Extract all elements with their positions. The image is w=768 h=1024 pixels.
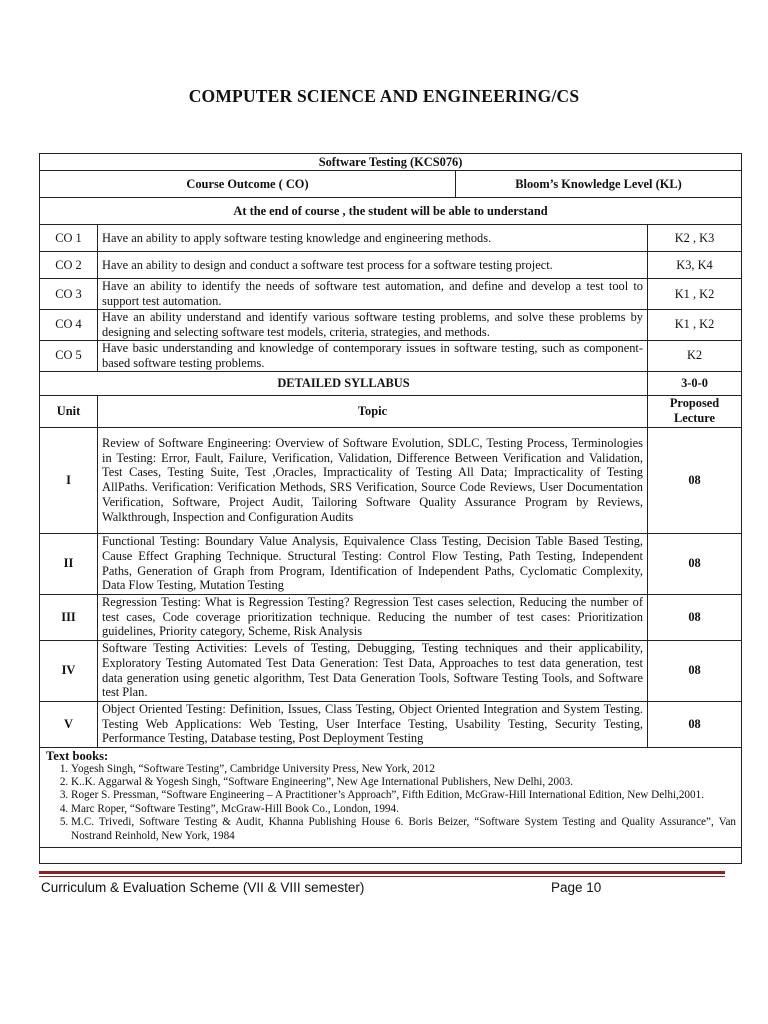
text-books-heading: Text books: bbox=[46, 748, 109, 763]
unit-topic: Regression Testing: What is Regression Testing? Regression Test cases selection, Reducing the number of test cases, Code coverage prioritization technique. Reducing the number of test cases: Prioritization guidelines, Priority category, Scheme, Risk Analysis bbox=[98, 594, 648, 640]
unit-number: I bbox=[40, 427, 98, 533]
blooms-level-header: Bloom’s Knowledge Level (KL) bbox=[456, 171, 742, 198]
footer-rule-thick bbox=[39, 871, 725, 874]
co-row bbox=[40, 340, 742, 371]
unit-row bbox=[40, 640, 742, 701]
co-header-row bbox=[40, 171, 742, 198]
course-outcome-header: Course Outcome ( CO) bbox=[40, 171, 456, 198]
footer-curriculum-text: Curriculum & Evaluation Scheme (VII & VIII semester) bbox=[41, 880, 365, 895]
co-kl: K1 , K2 bbox=[648, 310, 742, 341]
unit-topic: Software Testing Activities: Levels of Testing, Debugging, Testing techniques and their applicability, Exploratory Testing Automated Test Data Generation: Test Data, Approaches to test data generation, test data generation using genetic algorithm, Test Data Generation Tools, Software Testing Tools, and Software test Plan. bbox=[98, 640, 648, 701]
text-book-item: 5. M.C. Trivedi, Software Testing & Audit, Khanna Publishing House 6. Boris Beizer, “Software System Testing and Quality Assurance”, Van Nostrand Reinhold, New York, 1984 bbox=[71, 816, 736, 843]
syllabus-heading-row bbox=[40, 371, 742, 395]
unit-topic: Object Oriented Testing: Definition, Issues, Class Testing, Object Oriented Integration and System Testing. Testing Web Applications: Web Testing, User Interface Testing, Usability Testing, Security Testing, Performance Testing, Database testing, Post Deployment Testing bbox=[98, 701, 648, 747]
co-kl: K3, K4 bbox=[648, 252, 742, 279]
unit-row bbox=[40, 427, 742, 533]
text-book-item: 2. K..K. Aggarwal & Yogesh Singh, “Software Engineering”, New Age International Publishers, New Delhi, 2003. bbox=[71, 776, 736, 789]
page-title: COMPUTER SCIENCE AND ENGINEERING/CS bbox=[188, 86, 580, 106]
text-books-row bbox=[40, 747, 742, 847]
unit-lectures: 08 bbox=[648, 533, 742, 594]
co-row bbox=[40, 310, 742, 341]
co-kl: K1 , K2 bbox=[648, 279, 742, 310]
lecture-column-header: Proposed Lecture bbox=[648, 395, 742, 427]
unit-number: IV bbox=[40, 640, 98, 701]
end-of-course-row bbox=[40, 198, 742, 225]
co-row bbox=[40, 252, 742, 279]
co-id: CO 3 bbox=[40, 279, 98, 310]
co-kl: K2 bbox=[648, 340, 742, 371]
co-kl: K2 , K3 bbox=[648, 225, 742, 252]
unit-row bbox=[40, 701, 742, 747]
co-text: Have an ability to design and conduct a software test process for a software testing project. bbox=[98, 252, 648, 279]
syllabus-column-header-row bbox=[40, 395, 742, 427]
end-of-course-text: At the end of course , the student will be able to understand bbox=[40, 198, 742, 225]
co-row bbox=[40, 279, 742, 310]
unit-topic: Functional Testing: Boundary Value Analysis, Equivalence Class Testing, Decision Table Based Testing, Cause Effect Graphing Technique. Structural Testing: Control Flow Testing, Path Testing, Independent Paths, Generation of Graph from Program, Identification of Independent Paths, Cyclomatic Complexity, Data Flow Testing, Mutation Testing bbox=[98, 533, 648, 594]
topic-column-header: Topic bbox=[98, 395, 648, 427]
syllabus-heading: DETAILED SYLLABUS bbox=[40, 371, 648, 395]
co-text: Have basic understanding and knowledge of contemporary issues in software testing, such as component-based software testing problems. bbox=[98, 340, 648, 371]
unit-number: III bbox=[40, 594, 98, 640]
unit-topic: Review of Software Engineering: Overview of Software Evolution, SDLC, Testing Process, Terminologies in Testing: Error, Fault, Failure, Verification, Validation, Difference Between Verification and Validation, Test Cases, Testing Suite, Test ,Oracles, Impracticality of Testing All Data; Impracticality of Testing AllPaths. Verification: Verification Methods, SRS Verification, Source Code Reviews, User Documentation Verification, Software, Project Audit, Tailoring Software Quality Assurance Program by Reviews, Walkthrough, Inspection and Configuration Audits bbox=[98, 427, 648, 533]
unit-lectures: 08 bbox=[648, 640, 742, 701]
unit-lectures: 08 bbox=[648, 701, 742, 747]
co-id: CO 5 bbox=[40, 340, 98, 371]
text-book-item: 1. Yogesh Singh, “Software Testing”, Cambridge University Press, New York, 2012 bbox=[71, 763, 736, 776]
unit-lectures: 08 bbox=[648, 427, 742, 533]
blank-cell bbox=[40, 848, 742, 864]
co-id: CO 2 bbox=[40, 252, 98, 279]
unit-number: V bbox=[40, 701, 98, 747]
syllabus-table bbox=[39, 153, 742, 864]
co-id: CO 1 bbox=[40, 225, 98, 252]
text-book-item: 4. Marc Roper, “Software Testing”, McGraw-Hill Book Co., London, 1994. bbox=[71, 803, 736, 816]
co-row bbox=[40, 225, 742, 252]
ltp-value: 3-0-0 bbox=[648, 371, 742, 395]
co-text: Have an ability to apply software testing knowledge and engineering methods. bbox=[98, 225, 648, 252]
unit-lectures: 08 bbox=[648, 594, 742, 640]
course-title: Software Testing (KCS076) bbox=[40, 154, 742, 171]
unit-column-header: Unit bbox=[40, 395, 98, 427]
text-books-list bbox=[46, 763, 736, 843]
course-title-row bbox=[40, 154, 742, 171]
footer-page-number: Page 10 bbox=[551, 880, 602, 895]
footer-rule-thin bbox=[39, 876, 725, 877]
unit-row bbox=[40, 533, 742, 594]
co-id: CO 4 bbox=[40, 310, 98, 341]
unit-row bbox=[40, 594, 742, 640]
unit-number: II bbox=[40, 533, 98, 594]
text-books-block bbox=[40, 747, 742, 847]
co-text: Have an ability understand and identify various software testing problems, and solve these problems by designing and selecting software test models, criteria, strategies, and methods. bbox=[98, 310, 648, 341]
co-text: Have an ability to identify the needs of software test automation, and define and develop a test tool to support test automation. bbox=[98, 279, 648, 310]
text-book-item: 3. Roger S. Pressman, “Software Engineering – A Practitioner’s Approach”, Fifth Edition, McGraw-Hill International Edition, New Delhi,2001. bbox=[71, 789, 736, 802]
blank-row bbox=[40, 848, 742, 864]
